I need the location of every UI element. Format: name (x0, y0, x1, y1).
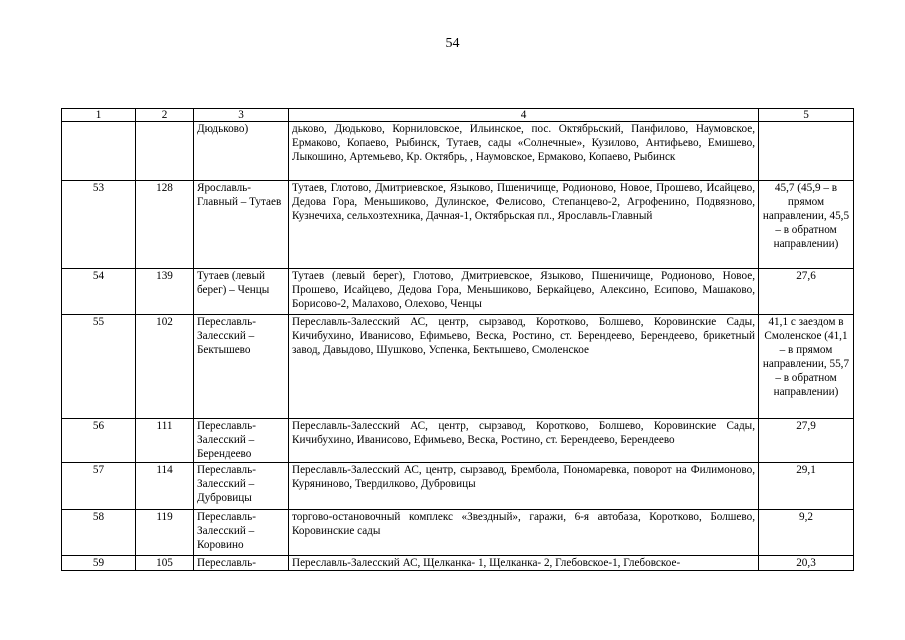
table-row (62, 419, 854, 463)
page-number: 54 (445, 36, 460, 51)
table-row (62, 510, 854, 556)
header-cell: 5 (759, 109, 854, 122)
route-number-cell: 128 (136, 181, 194, 269)
table-row (62, 463, 854, 510)
length-cell: 9,2 (759, 510, 854, 556)
header-cell: 4 (289, 109, 759, 122)
route-number-cell: 102 (136, 315, 194, 419)
row-number-cell: 53 (62, 181, 136, 269)
route-number-cell: 119 (136, 510, 194, 556)
row-number-cell: 55 (62, 315, 136, 419)
route-name-cell: Переславль-Залесский – Коровино (194, 510, 289, 556)
table-row (62, 122, 854, 181)
row-number-cell: 56 (62, 419, 136, 463)
length-cell: 20,3 (759, 556, 854, 571)
length-cell: 27,9 (759, 419, 854, 463)
header-cell: 1 (62, 109, 136, 122)
stops-cell: Переславль-Залесский АС, центр, сырзавод, Брембола, Пономаревка, поворот на Филимоново, Куряниново, Твердилково, Дубровицы (289, 463, 759, 510)
table-row (62, 269, 854, 315)
stops-cell: Переславль-Залесский АС, Щелканка- 1, Щелканка- 2, Глебовское-1, Глебовское- (289, 556, 759, 571)
length-cell: 29,1 (759, 463, 854, 510)
length-cell: 45,7 (45,9 – в прямом направлении, 45,5 – в обратном направлении) (759, 181, 854, 269)
stops-cell: дьково, Дюдьково, Корниловское, Ильинское, пос. Октябрьский, Панфилово, Наумовское, Ермаково, Копаево, Рыбинск, Тутаев, сады «Солнечные», Кузилово, Антифьево, Емишево, Лыкошино, Артемьево, Кр. Октябрь, , Наумовское, Ермаково, Копаево, Рыбинск (289, 122, 759, 181)
row-number-cell: 57 (62, 463, 136, 510)
route-name-cell: Тутаев (левый берег) – Ченцы (194, 269, 289, 315)
length-cell: 41,1 с заездом в Смоленское (41,1 – в прямом направлении, 55,7 – в обратном направлении) (759, 315, 854, 419)
route-name-cell: Переславль-Залесский – Дубровицы (194, 463, 289, 510)
row-number-cell (62, 122, 136, 181)
route-name-cell: Переславль-Залесский – Бектышево (194, 315, 289, 419)
route-name-cell: Переславль- (194, 556, 289, 571)
stops-cell: Тутаев (левый берег), Глотово, Дмитриевское, Языково, Пшеничище, Родионово, Новое, Прошево, Исайцево, Дедова Гора, Меньшиково, Беркайцево, Алексино, Есипово, Машаково, Борисово-2, Малахово, Олехово, Ченцы (289, 269, 759, 315)
stops-cell: Переславль-Залесский АС, центр, сырзавод, Коротково, Болшево, Коровинские Сады, Кичибухино, Иванисово, Ефимьево, Веска, Ростино, ст. Берендеево, Берендеево, брикетный завод, Давыдово, Шушково, Успенка, Бектышево, Смоленское (289, 315, 759, 419)
routes-table (61, 108, 854, 571)
row-number-cell: 58 (62, 510, 136, 556)
route-name-cell: Переславль-Залесский – Берендеево (194, 419, 289, 463)
stops-cell: Переславль-Залесский АС, центр, сырзавод, Коротково, Болшево, Коровинские Сады, Кичибухино, Иванисово, Ефимьево, Веска, Ростино, ст. Берендеево, Берендеево (289, 419, 759, 463)
header-cell: 3 (194, 109, 289, 122)
table-row (62, 556, 854, 571)
table-row (62, 315, 854, 419)
stops-cell: Тутаев, Глотово, Дмитриевское, Языково, Пшеничище, Родионово, Новое, Прошево, Исайцево, Дедова Гора, Меньшиково, Дулинское, Фелисово, Степанцево-2, Агрофенино, Подвязново, Кузнечиха, сельхозтехника, Дачная-1, Октябрьская пл., Ярославль-Главный (289, 181, 759, 269)
table-row (62, 181, 854, 269)
row-number-cell: 59 (62, 556, 136, 571)
row-number-cell: 54 (62, 269, 136, 315)
route-name-cell: Ярославль-Главный – Тутаев (194, 181, 289, 269)
route-number-cell (136, 122, 194, 181)
stops-cell: торгово-остановочный комплекс «Звездный», гаражи, 6-я автобаза, Коротково, Болшево, Коровинские сады (289, 510, 759, 556)
route-number-cell: 111 (136, 419, 194, 463)
route-number-cell: 139 (136, 269, 194, 315)
length-cell: 27,6 (759, 269, 854, 315)
route-number-cell: 105 (136, 556, 194, 571)
route-number-cell: 114 (136, 463, 194, 510)
length-cell (759, 122, 854, 181)
table-header-row (62, 109, 854, 122)
header-cell: 2 (136, 109, 194, 122)
route-name-cell: Дюдьково) (194, 122, 289, 181)
